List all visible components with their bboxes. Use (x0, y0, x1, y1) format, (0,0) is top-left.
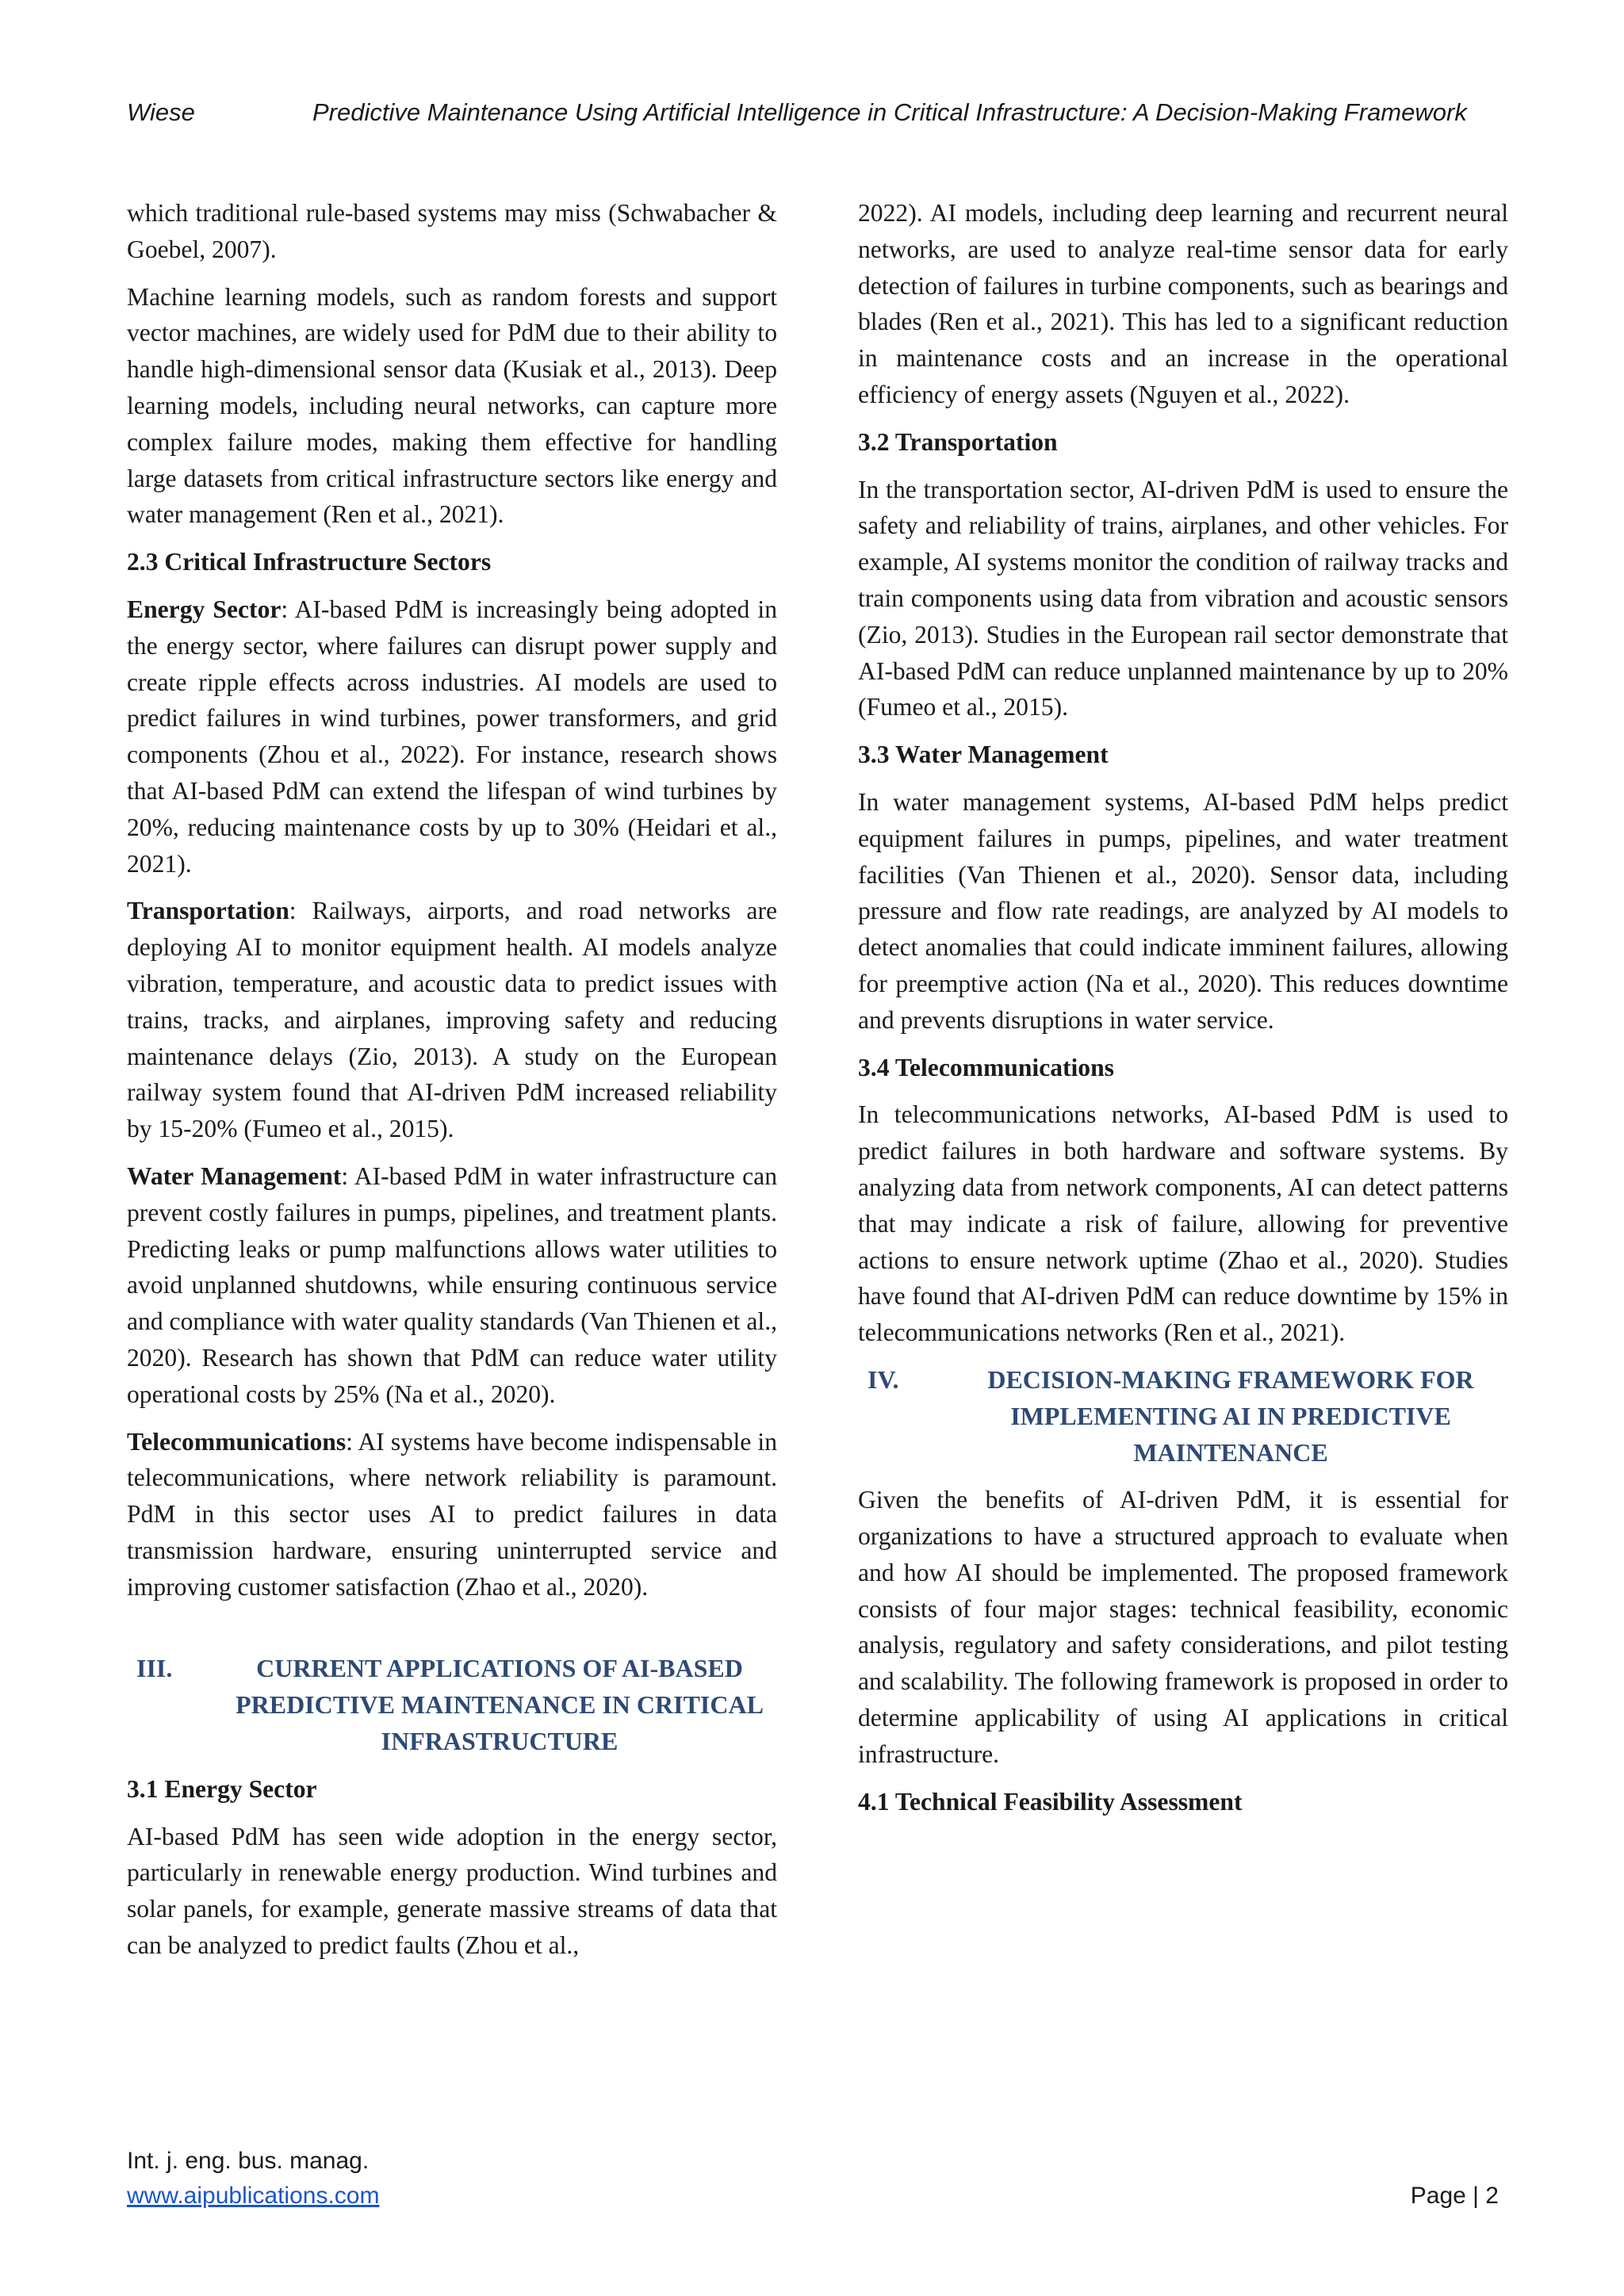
run-in-heading: Telecommunications (127, 1427, 347, 1456)
paragraph-transportation: Transportation: Railways, airports, and road networks are deploying AI to monitor equipment health. AI models analyze vibration, temperature, and acoustic data to predict issues with trains, tracks, and airplanes, improving safety and reducing maintenance delays (Zio, 2013). A study on the European railway system found that AI-driven PdM increased reliability by 15-20% (Fumeo et al., 2015). (127, 897, 777, 1143)
section-title: CURRENT APPLICATIONS OF AI-BASED PREDICTIVE MAINTENANCE IN CRITICAL INFRASTRUCTURE (236, 1654, 764, 1756)
subsection-heading: 2.3 Critical Infrastructure Sectors (127, 548, 492, 576)
header-title: Predictive Maintenance Using Artificial Intelligence in Critical Infrastructure: A Decision-Making Framework (312, 98, 1467, 126)
subsection-heading: 3.4 Telecommunications (858, 1053, 1114, 1081)
paragraph: which traditional rule-based systems may miss (Schwabacher & Goebel, 2007). (127, 199, 777, 263)
paragraph: In telecommunications networks, AI-based PdM is used to predict failures in both hardware and software systems. By analyzing data from network components, AI can detect patterns that may indicate a risk of failure, allowing for preventive actions to ensure network uptime (Zhao et al., 2020). Studies have found that AI-driven PdM can reduce downtime by 15% in telecommunications networks (Ren et al., 2021). (858, 1100, 1508, 1347)
header-author: Wiese (127, 98, 195, 126)
paragraph: AI-based PdM has seen wide adoption in the energy sector, particularly in renewable energy production. Wind turbines and solar panels, for example, generate massive streams of data that can be analyzed to predict faults (Zhou et al., (127, 1822, 777, 1960)
paragraph: Machine learning models, such as random forests and support vector machines, are widely used for PdM due to their ability to handle high-dimensional sensor data (Kusiak et al., 2013). Deep learning models, including neural networks, can capture more complex failure modes, making them effective for handling large datasets from critical infrastructure sectors like energy and water management (Ren et al., 2021). (127, 282, 777, 529)
paragraph: In the transportation sector, AI-driven PdM is used to ensure the safety and reliability of trains, airplanes, and other vehicles. For example, AI systems monitor the condition of railway tracks and train components using data from vibration and acoustic sensors (Zio, 2013). Studies in the European rail sector demonstrate that AI-based PdM can reduce unplanned maintenance by up to 20% (Fumeo et al., 2015). (858, 475, 1508, 721)
section-heading (858, 1362, 1508, 1471)
subsection-heading: 3.2 Transportation (858, 427, 1058, 456)
journal-abbrev: Int. j. eng. bus. manag. (127, 2148, 370, 2174)
paragraph: Given the benefits of AI-driven PdM, it is essential for organizations to have a structured approach to evaluate when and how AI should be implemented. The proposed framework consists of four major stages: technical feasibility, economic analysis, regulatory and safety considerations, and pilot testing and scalability. The following framework is proposed in order to determine applicability of using AI applications in critical infrastructure. (858, 1486, 1508, 1768)
right-column (858, 195, 1508, 1831)
section-number: III. (136, 1654, 173, 1683)
publisher-link[interactable]: www.aipublications.com (127, 2183, 380, 2209)
subsection-heading: 3.3 Water Management (858, 740, 1109, 769)
run-in-heading: Water Management (127, 1161, 342, 1190)
run-in-heading: Energy Sector (127, 595, 282, 623)
paragraph-energy: Energy Sector: AI-based PdM is increasingly being adopted in the energy sector, where failures can disrupt power supply and create ripple effects across industries. AI models are used to predict failures in wind turbines, power transformers, and grid components (Zhou et al., 2022). For instance, research shows that AI-based PdM can extend the lifespan of wind turbines by 20%, reducing maintenance costs by up to 30% (Heidari et al., 2021). (127, 595, 777, 878)
subsection-heading: 4.1 Technical Feasibility Assessment (858, 1787, 1243, 1816)
page-number: Page | 2 (1410, 2183, 1499, 2209)
run-in-heading: Transportation (127, 897, 289, 925)
paragraph: In water management systems, AI-based PdM helps predict equipment failures in pumps, pipelines, and water treatment facilities (Van Thienen et al., 2020). Sensor data, including pressure and flow rate readings, are analyzed by AI models to detect anomalies that could indicate imminent failures, allowing for preemptive action (Na et al., 2020). This reduces downtime and prevents disruptions in water service. (858, 787, 1508, 1034)
paragraph-telecom: Telecommunications: AI systems have become indispensable in telecommunications, where network reliability is paramount. PdM in this sector uses AI to predict failures in data transmission hardware, ensuring uninterrupted service and improving customer satisfaction (Zhao et al., 2020). (127, 1427, 777, 1601)
page-footer (127, 2144, 1499, 2214)
subsection-heading: 3.1 Energy Sector (127, 1774, 317, 1803)
paragraph: 2022). AI models, including deep learning and recurrent neural networks, are used to analyze real-time sensor data for early detection of failures in turbine components, such as bearings and blades (Ren et al., 2021). This has led to a significant reduction in maintenance costs and an increase in the operational efficiency of energy assets (Nguyen et al., 2022). (858, 199, 1508, 408)
section-number: IV. (868, 1364, 899, 1394)
running-header (127, 98, 1499, 138)
left-column (127, 195, 777, 1975)
paragraph-water: Water Management: AI-based PdM in water infrastructure can prevent costly failures in pumps, pipelines, and treatment plants. Predicting leaks or pump malfunctions allows water utilities to avoid unplanned shutdowns, while ensuring continuous service and compliance with water quality standards (Van Thienen et al., 2020). Research has shown that PdM can reduce water utility operational costs by 25% (Na et al., 2020). (127, 1161, 777, 1408)
section-title: DECISION-MAKING FRAMEWORK FOR IMPLEMENTING AI IN PREDICTIVE MAINTENANCE (987, 1364, 1474, 1467)
section-heading (127, 1651, 777, 1759)
